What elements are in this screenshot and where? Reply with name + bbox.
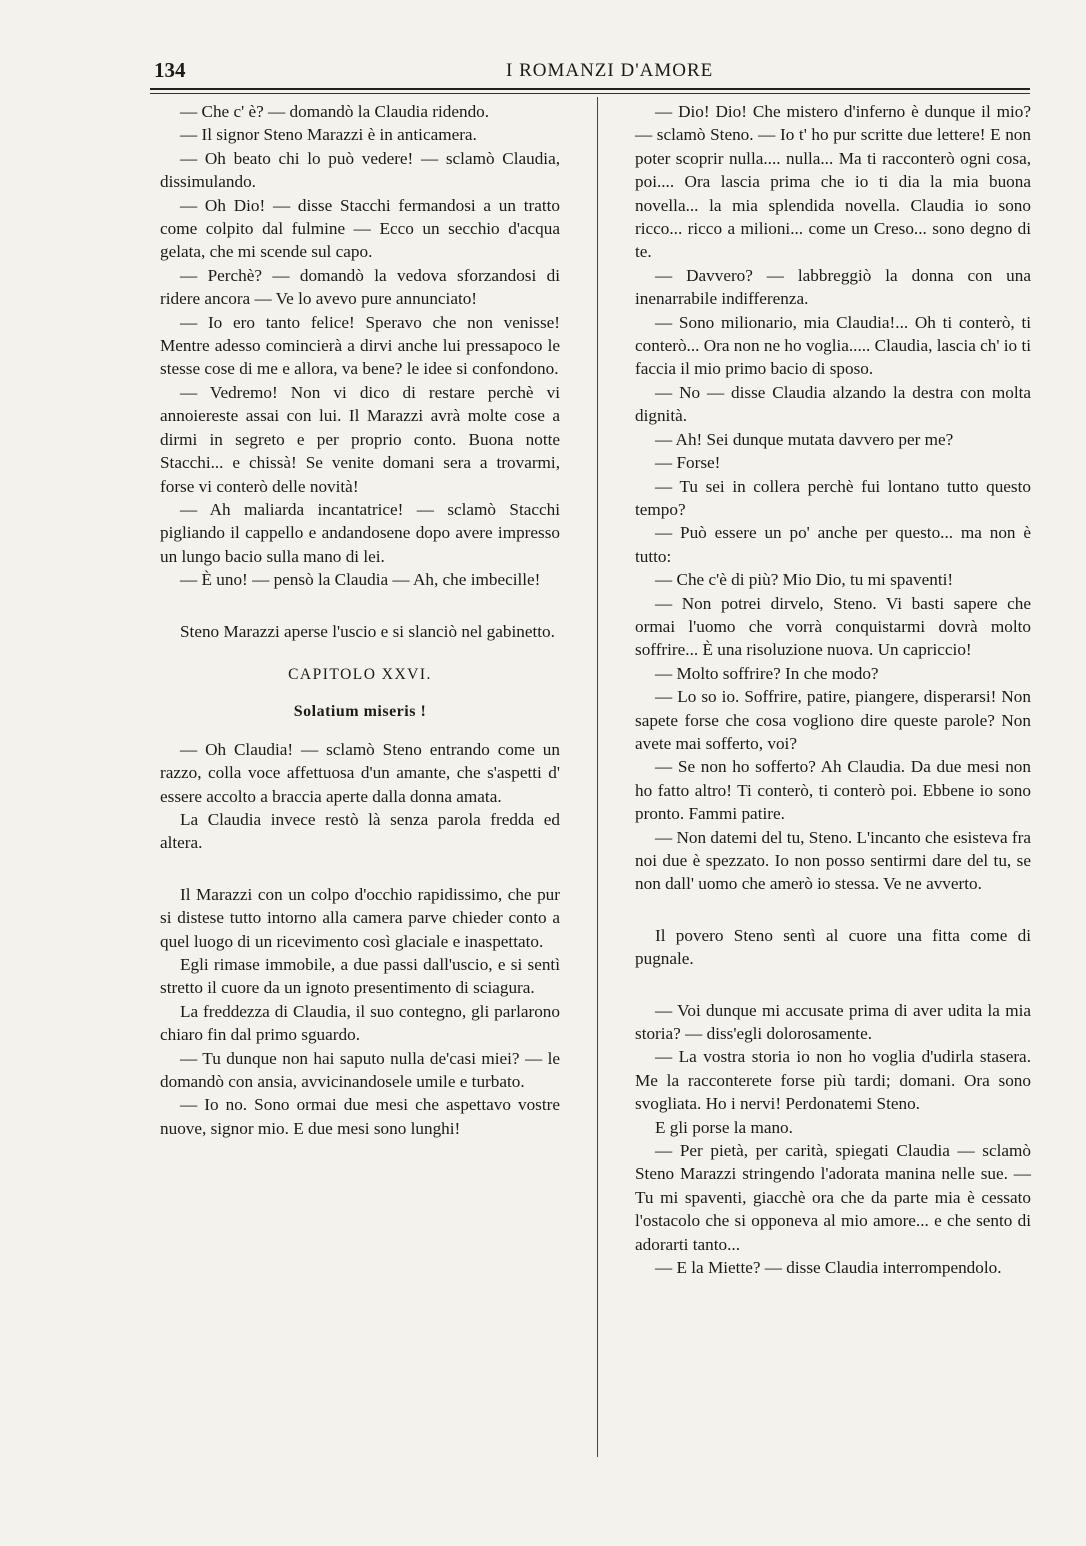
paragraph: — Perchè? — domandò la vedova sforzandosi di ridere ancora — Ve lo avevo pure annunciato!	[160, 265, 560, 309]
paragraph: — Oh Dio! — disse Stacchi fermandosi a un tratto come colpito dal fulmine — Ecco un secchio d'acqua gelata, che mi scende sul capo.	[160, 195, 560, 262]
paragraph: — Oh Claudia! — sclamò Steno entrando come un razzo, colla voce affettuosa d'un amante, che s'aspetti d' essere accolto a braccia aperte dalla donna amata.	[160, 739, 560, 806]
paragraph: — E la Miette? — disse Claudia interrompendolo.	[655, 1258, 1002, 1278]
paragraph: — Io no. Sono ormai due mesi che aspettavo vostre nuove, signor mio. E due mesi sono lunghi!	[160, 1095, 560, 1138]
paragraph: Steno Marazzi aperse l'uscio e si slanciò nel gabinetto.	[180, 621, 555, 641]
paragraph: La freddezza di Claudia, il suo contegno, gli parlarono chiaro fin dal primo sguardo.	[160, 1001, 560, 1045]
paragraph: — Forse!	[655, 453, 721, 473]
paragraph: — È uno! — pensò la Claudia — Ah, che imbecille!	[180, 570, 541, 590]
paragraph: — Dio! Dio! Che mistero d'inferno è dunque il mio? — sclamò Steno. — Io t' ho pur scritte due lettere! E non poter scoprir nulla.... nulla... Ma ti racconterò ogni cosa, poi.... Ora lascia prima che io ti dia la mia buona novella... la mia splendida novella. Claudia io sono ricco... ricco a milioni... come un Creso... sono degno di te.	[635, 102, 1031, 262]
column-divider	[597, 97, 598, 1457]
paragraph: E gli porse la mano.	[655, 1117, 793, 1137]
paragraph: — Lo so io. Soffrire, patire, piangere, disperarsi! Non sapete forse che cosa vogliono dire queste parole? Non avete mai sofferto, voi?	[635, 687, 1031, 753]
section-gap	[635, 971, 1031, 999]
chapter-subtitle: Solatium miseris !	[293, 703, 427, 721]
paragraph: — Ah! Sei dunque mutata davvero per me?	[655, 429, 954, 449]
paragraph: — Davvero? — labbreggiò la donna con una inenarrabile indifferenza.	[635, 265, 1031, 309]
paragraph: — Io ero tanto felice! Speravo che non venisse! Mentre adesso comincierà a dirvi anche lui pressapoco le stesse cose di me e allora, va bene? le idee si confondono.	[160, 312, 560, 379]
paragraph: — Non datemi del tu, Steno. L'incanto che esisteva fra noi due è spezzato. Io non posso sentirmi dare del tu, se non dall' uomo che amerò io stessa. Ve ne avverto.	[635, 827, 1031, 894]
section-gap	[160, 643, 560, 663]
paragraph: — Che c'è di più? Mio Dio, tu mi spaventi!	[655, 570, 954, 590]
paragraph: — Tu sei in collera perchè fui lontano tutto questo tempo?	[635, 476, 1031, 519]
paragraph: La Claudia invece restò là senza parola fredda ed altera.	[160, 809, 560, 853]
paragraph: — Molto soffrire? In che modo?	[655, 663, 879, 683]
section-gap	[160, 724, 560, 738]
section-gap	[160, 855, 560, 883]
paragraph: — Voi dunque mi accusate prima di aver udita la mia storia? — diss'egli dolorosamente.	[635, 1000, 1031, 1044]
section-gap	[635, 896, 1031, 924]
paragraph: Egli rimase immobile, a due passi dall'uscio, e si sentì stretto il cuore da un ignoto presentimento di sciagura.	[160, 955, 560, 998]
paragraph: — Vedremo! Non vi dico di restare perchè vi annoiereste assai con lui. Il Marazzi avrà molte cose a dirmi in segreto e per proprio conto. Buona notte Stacchi... e chissà! Se venite domani sera a trovarmi, forse vi conterò delle novità!	[160, 382, 560, 496]
left-column	[160, 100, 560, 1140]
paragraph: — Tu dunque non hai saputo nulla de'casi miei? — le domandò con ansia, avvicinandosele umile e turbato.	[160, 1048, 560, 1092]
paragraph: — La vostra storia io non ho voglia d'udirla stasera. Me la racconterete forse più tardi; domani. Ora sono svogliata. Ho i nervi! Perdonatemi Steno.	[635, 1047, 1031, 1114]
paragraph: — Che c' è? — domandò la Claudia ridendo.	[180, 102, 490, 121]
paragraph: — No — disse Claudia alzando la destra con molta dignità.	[635, 382, 1031, 426]
header-rule-thin	[150, 93, 1030, 94]
right-column	[635, 100, 1031, 1280]
paragraph: — Oh beato chi lo può vedere! — sclamò Claudia, dissimulando.	[160, 148, 560, 192]
paragraph: — Non potrei dirvelo, Steno. Vi basti sapere che ormai l'uomo che vorrà conquistarmi dovrà molto soffrire... È una risoluzione nuova. Un capriccio!	[635, 593, 1031, 660]
paragraph: — Il signor Steno Marazzi è in anticamera.	[180, 125, 477, 145]
page-number: 134	[154, 58, 186, 82]
paragraph: Il Marazzi con un colpo d'occhio rapidissimo, che pur si distese tutto intorno alla camera parve chieder conto a quel luogo di un ricevimento così glaciale e inaspettato.	[160, 884, 560, 951]
paragraph: — Ah maliarda incantatrice! — sclamò Stacchi pigliando il cappello e andandosene dopo avere impresso un lungo bacio sulla mano di lei.	[160, 499, 560, 566]
paragraph: Il povero Steno sentì al cuore una fitta come di pugnale.	[635, 925, 1031, 969]
paragraph: — Può essere un po' anche per questo... ma non è tutto:	[635, 523, 1031, 566]
header-rule-thick	[150, 88, 1030, 90]
paragraph: — Se non ho sofferto? Ah Claudia. Da due mesi non ho fatto altro! Ti conterò, ti conterò poi. Ebbene io sono pronto. Fammi patire.	[635, 757, 1031, 824]
paragraph: — Per pietà, per carità, spiegati Claudia — sclamò Steno Marazzi stringendo l'adorata manina nelle sue. — Tu mi spaventi, giacchè ora che da parte mia è cessato l'ostacolo che si opponeva al mio amore... e che sento di adorarti tanto...	[635, 1141, 1031, 1254]
running-title: I ROMANZI D'AMORE	[506, 60, 714, 81]
section-gap	[160, 592, 560, 620]
paragraph: — Sono milionario, mia Claudia!... Oh ti conterò, ti conterò... Ora non ne ho voglia..... Claudia, lascia ch' io ti faccia il mio primo bacio di sposo.	[635, 312, 1031, 379]
section-gap	[160, 686, 560, 700]
page-header	[150, 54, 1030, 88]
chapter-heading: CAPITOLO XXVI.	[288, 665, 432, 683]
